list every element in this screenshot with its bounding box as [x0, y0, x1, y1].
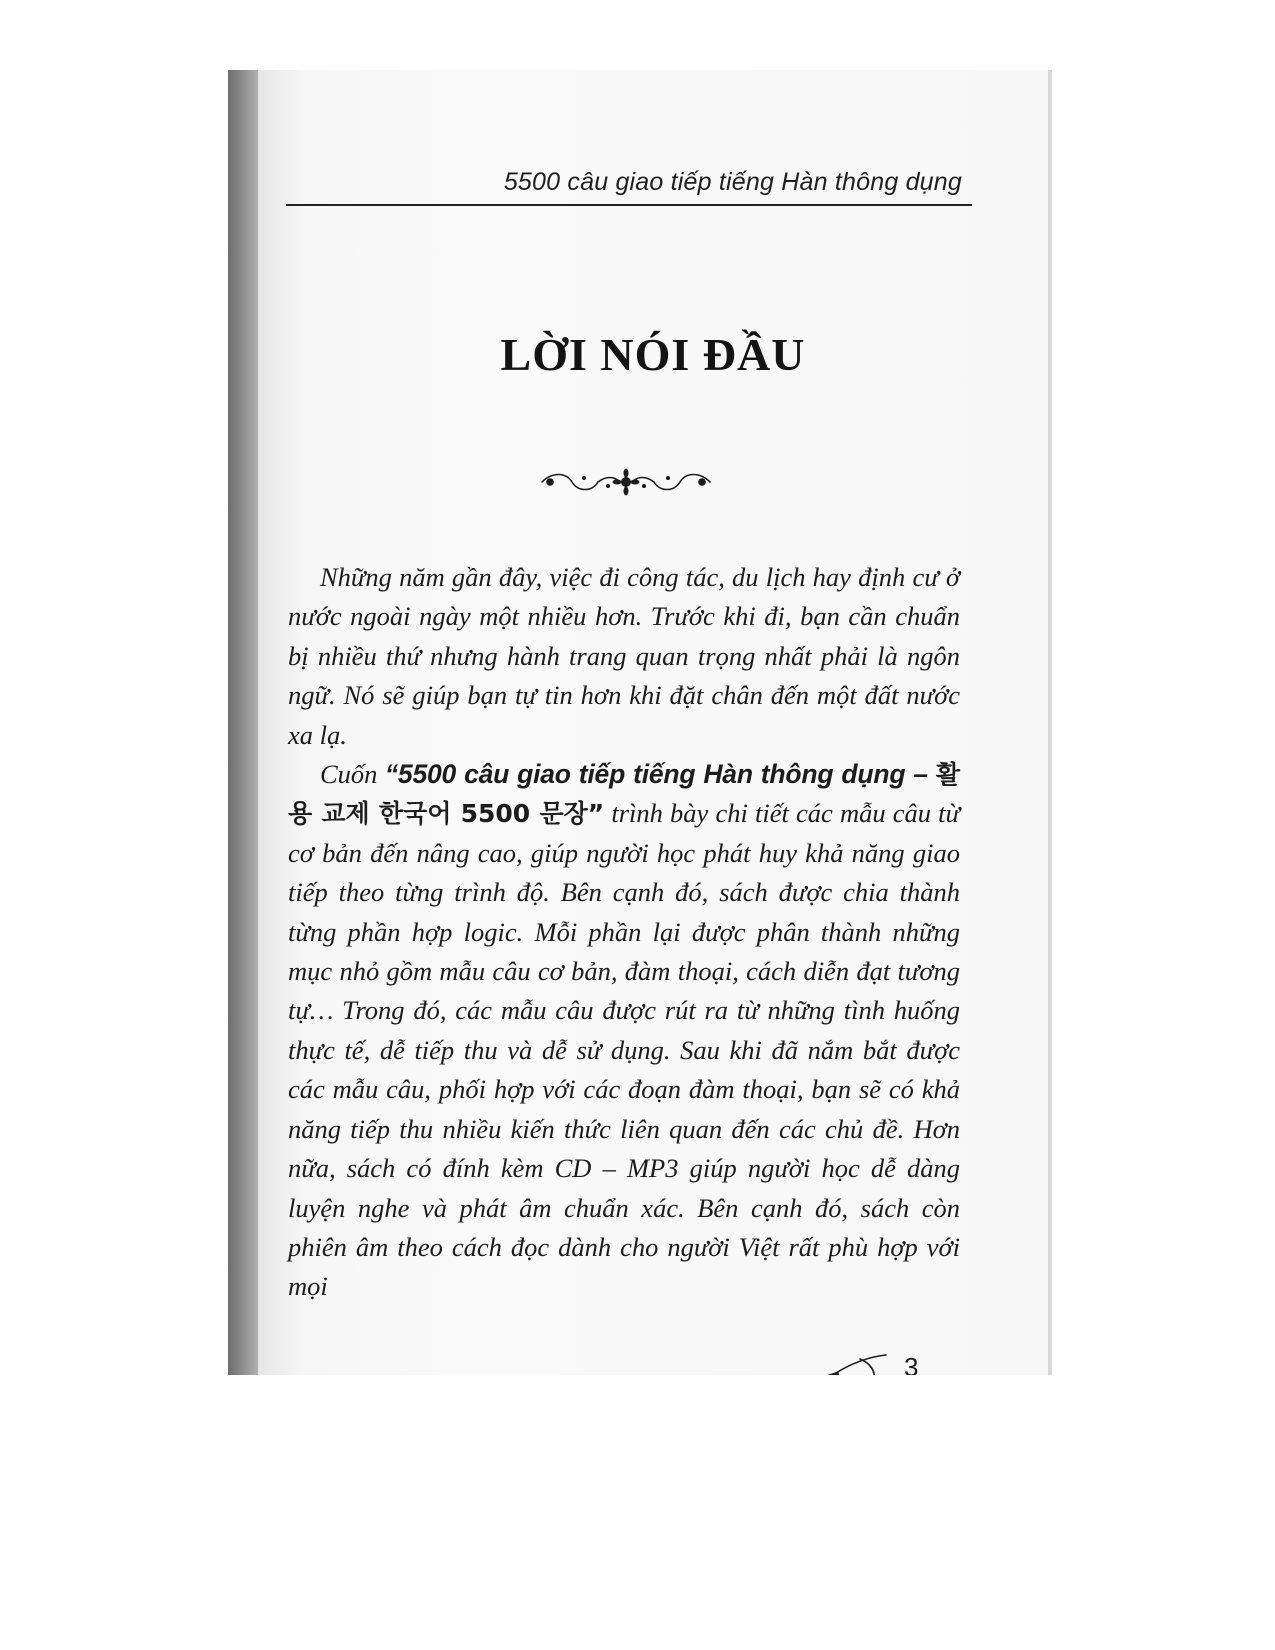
book-title-vietnamese: “5500 câu giao tiếp tiếng Hàn thông dụng –	[384, 759, 936, 790]
preface-paragraph-1: Những năm gần đây, việc đi công tác, du lịch hay định cư ở nước ngoài ngày một nhiều hơn. Trước khi đi, bạn cần chuẩn bị nhiều thứ nhưng hành trang quan trọng nhất phải là ngôn ngữ. Nó sẽ giúp bạn tự tin hơn khi đặt chân đến một đất nước xa lạ.	[288, 562, 960, 750]
paragraph-2-intro: Cuốn	[320, 759, 385, 790]
floral-divider-icon	[536, 466, 716, 498]
book-title-korean: 활용 교제 한국어 5500 문장”	[288, 760, 960, 829]
page-number: 3	[904, 1352, 919, 1375]
running-header: 5500 câu giao tiếp tiếng Hàn thông dụng	[503, 168, 962, 196]
paragraph-2-rest: trình bày chi tiết các mẫu câu từ cơ bản đến nâng cao, giúp người học phát huy khả năng giao tiếp theo từng trình độ. Bên cạnh đó, sách được chia thành từng phần hợp logic. Mỗi phần lại được phân thành những mục nhỏ gồm mẫu câu cơ bản, đàm thoại, cách diễn đạt tương tự… Trong đó, các mẫu câu được rút ra từ những tình huống thực tế, dễ tiếp thu và dễ sử dụng. Sau khi đã nắm bắt được các mẫu câu, phối hợp với các đoạn đàm thoại, bạn sẽ có khả năng tiếp thu nhiều kiến thức liên quan đến các chủ đề. Hơn nữa, sách có đính kèm CD – MP3 giúp người học dễ dàng luyện nghe và phát âm chuẩn xác. Bên cạnh đó, sách còn phiên âm theo cách đọc dành cho người Việt rất phù hợp với mọi	[288, 798, 961, 1302]
header-rule	[286, 204, 972, 206]
book-page	[258, 70, 1048, 1375]
chapter-title: LỜI NÓI ĐẦU	[500, 329, 806, 380]
preface-body	[288, 558, 960, 1307]
quill-pen-icon	[790, 1345, 900, 1375]
preface-paragraph-2	[288, 755, 960, 1307]
scan-edge-right	[1048, 70, 1052, 1375]
